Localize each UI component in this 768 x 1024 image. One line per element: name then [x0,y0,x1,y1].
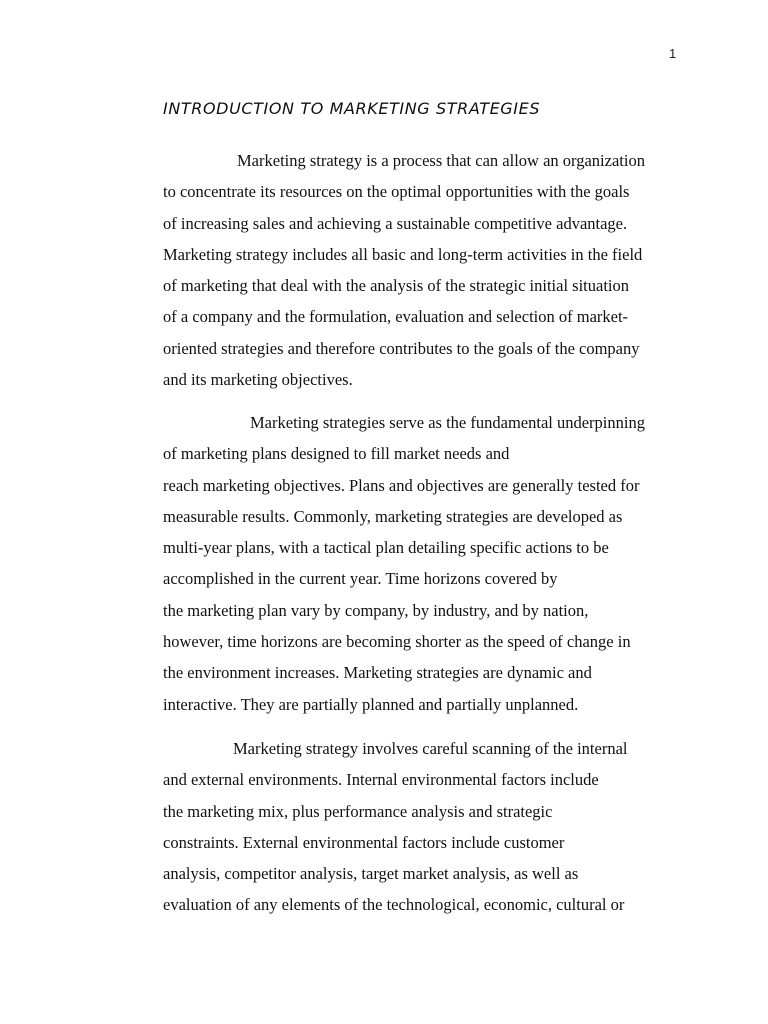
paragraph-line: interactive. They are partially planned and partially unplanned. [163,694,579,714]
paragraph-line: of increasing sales and achieving a sustainable competitive advantage. [163,213,628,233]
paragraph-line: evaluation of any elements of the technological, economic, cultural or [163,895,625,915]
paragraph-line: the marketing plan vary by company, by industry, and by nation, [163,600,589,620]
paragraph-line: Marketing strategy is a process that can allow an organization [237,151,645,170]
paragraph-line: Marketing strategies serve as the fundamental underpinning [250,413,645,432]
paragraph-line: constraints. External environmental factors include customer [163,832,565,852]
page-number: 1 [669,46,677,61]
paragraph-line: reach marketing objectives. Plans and objectives are generally tested for [163,475,640,495]
paragraph-line: accomplished in the current year. Time horizons covered by [163,569,558,589]
paragraph-2 [163,407,683,720]
paragraph-line: Marketing strategy includes all basic and long-term activities in the field [163,244,643,264]
paragraph-line: of marketing that deal with the analysis of the strategic initial situation [163,276,630,296]
paragraph-3 [163,733,683,921]
paragraph-line: multi-year plans, with a tactical plan detailing specific actions to be [163,538,609,558]
paragraph-line: and its marketing objectives. [163,370,353,390]
paragraph-1 [163,145,683,395]
paragraph-line: and external environments. Internal environmental factors include [163,770,599,790]
paragraph-line: Marketing strategy involves careful scanning of the internal [233,739,628,758]
paragraph-line: to concentrate its resources on the optimal opportunities with the goals [163,182,630,202]
paragraph-line: oriented strategies and therefore contributes to the goals of the company [163,338,640,358]
paragraph-line: of marketing plans designed to fill market needs and [163,444,510,464]
paragraph-line: of a company and the formulation, evaluation and selection of market- [163,307,629,327]
page-title: INTRODUCTION TO MARKETING STRATEGIES [163,99,541,118]
paragraph-line: however, time horizons are becoming shorter as the speed of change in [163,632,631,652]
paragraph-line: measurable results. Commonly, marketing strategies are developed as [163,506,623,526]
paragraph-line: the environment increases. Marketing strategies are dynamic and [163,663,592,683]
paragraph-line: analysis, competitor analysis, target market analysis, as well as [163,864,579,884]
paragraph-line: the marketing mix, plus performance analysis and strategic [163,801,553,821]
